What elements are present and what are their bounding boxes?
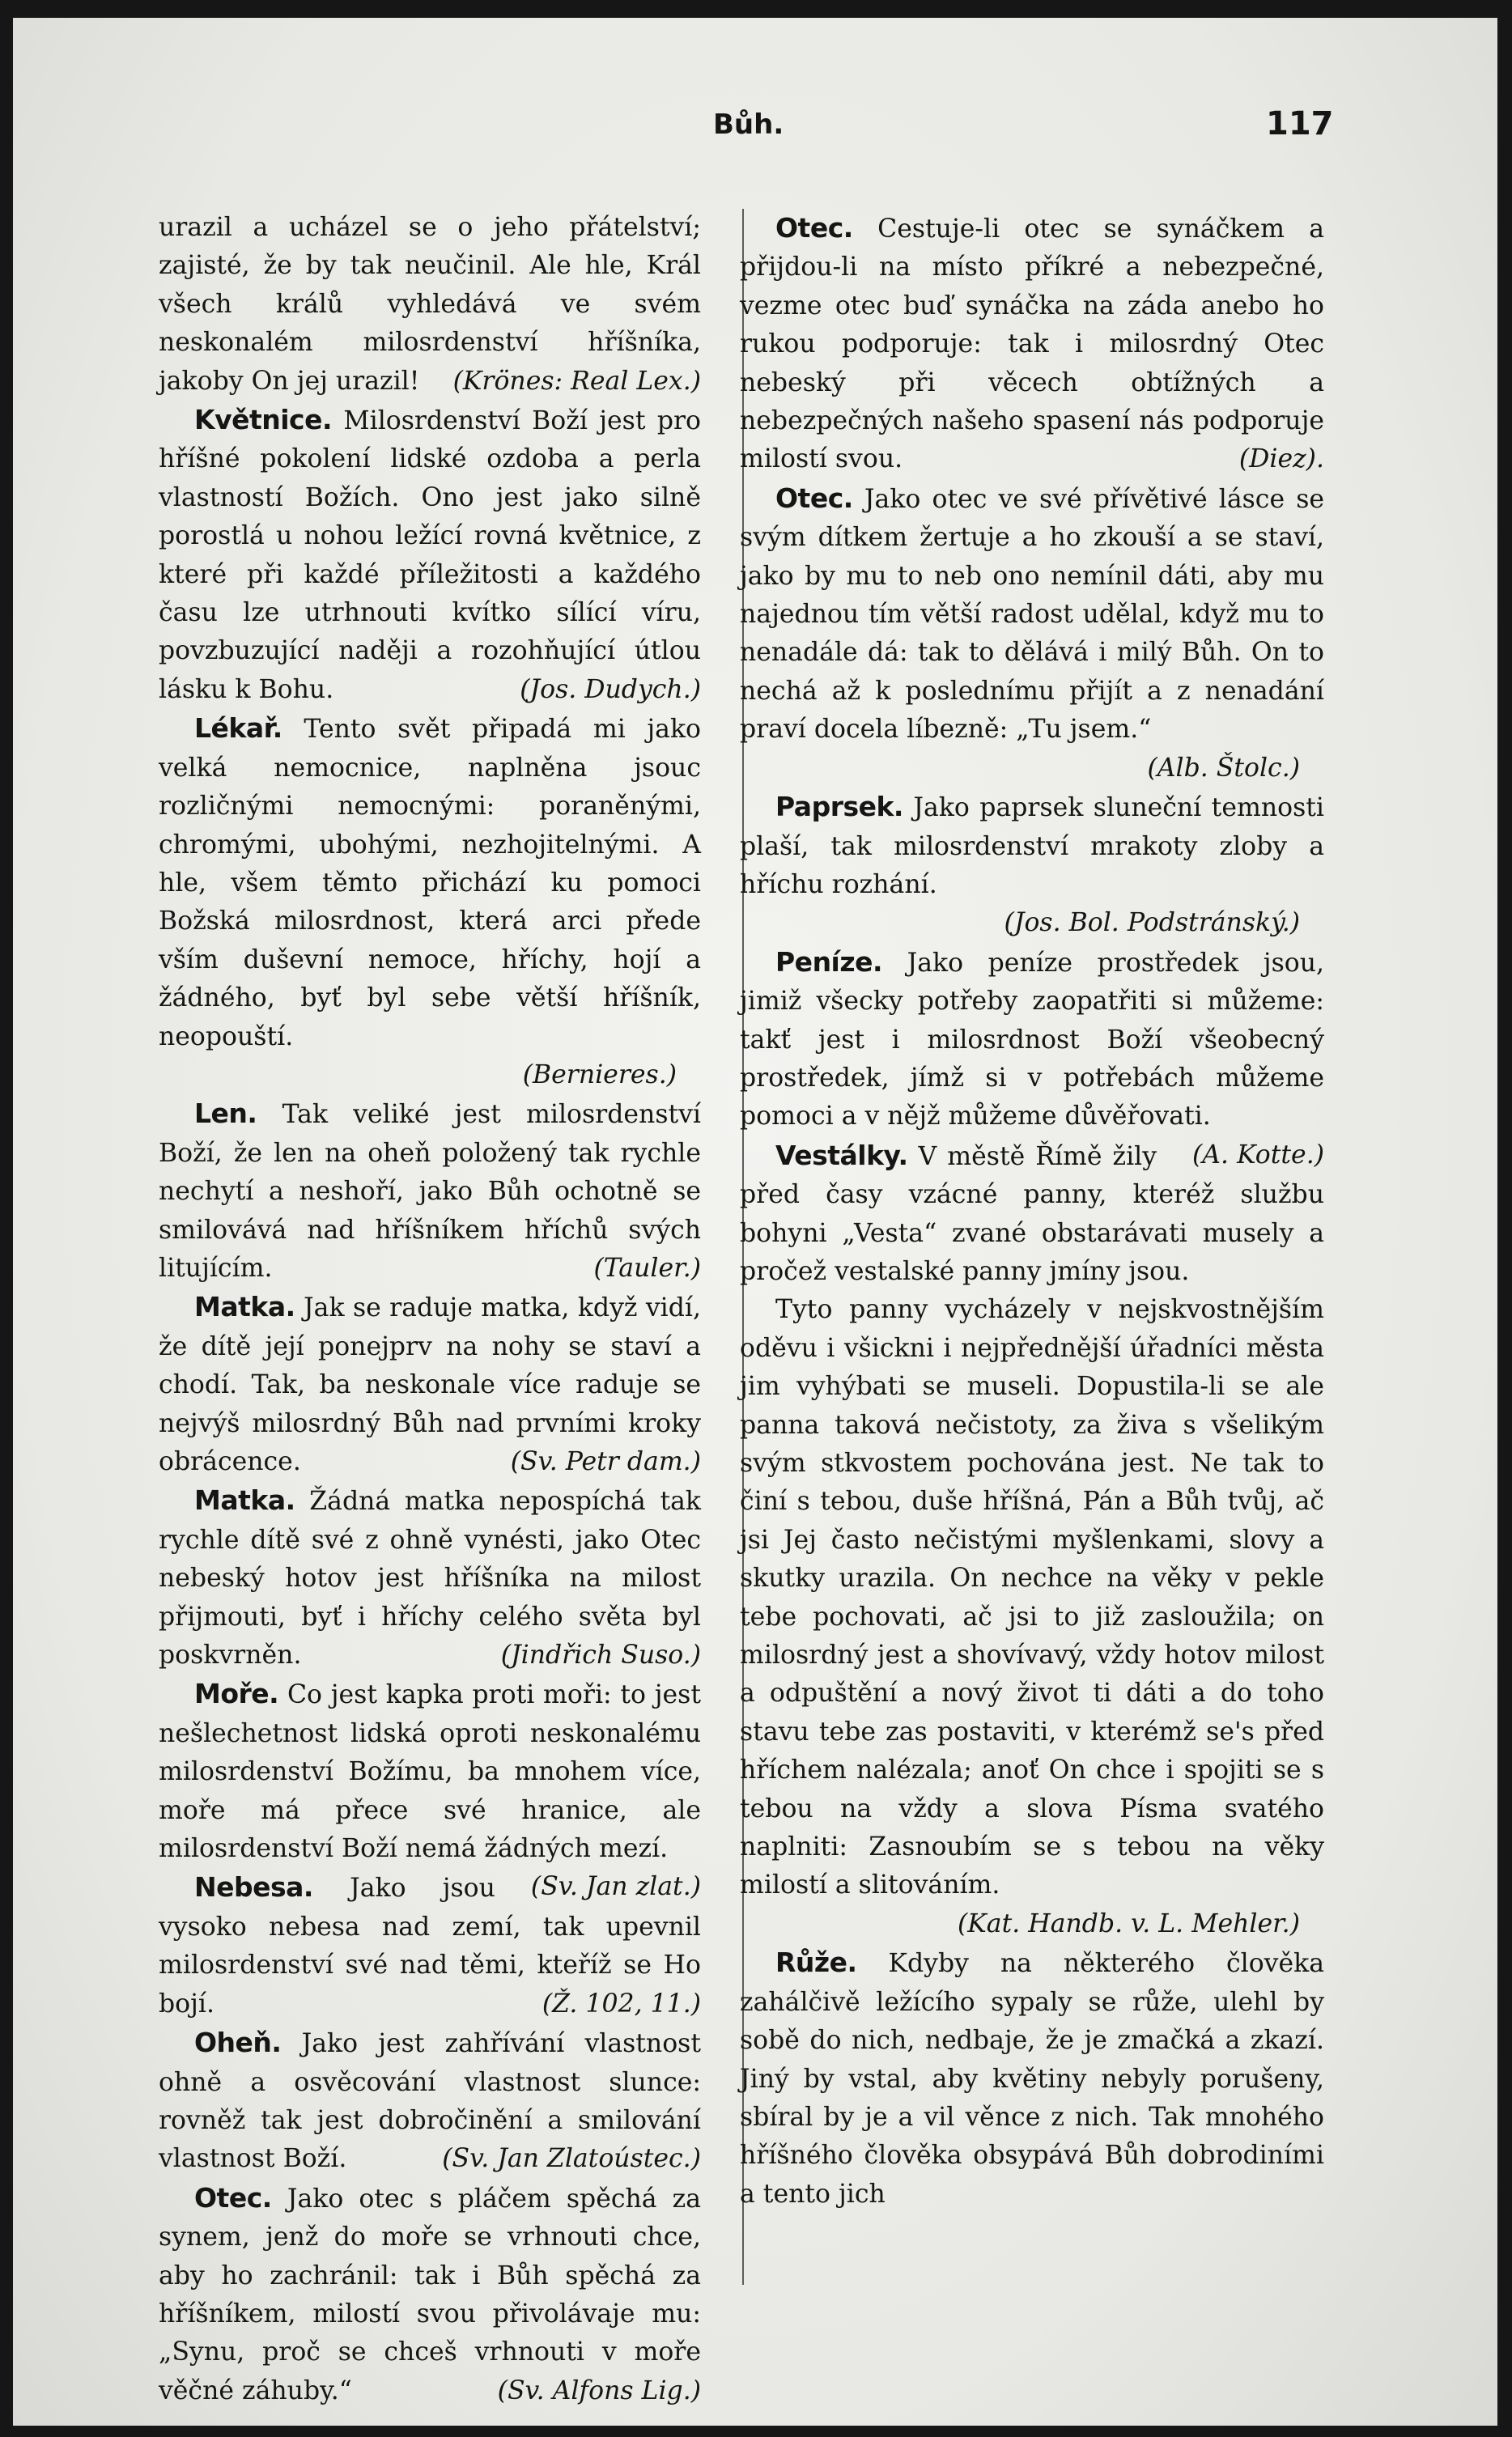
entry-paragraph	[159, 209, 701, 401]
entry-source: (Diez).	[1238, 444, 1324, 474]
right-column	[740, 209, 1324, 2214]
entry-text: V městě Římě žily před časy vzácné panny, kteréž službu bohyni „Vesta“ zvané obstarávati musely a pročež vestalské panny jmíny jsou.	[740, 1141, 1324, 1286]
entry-term: Len.	[194, 1097, 257, 1130]
page-number: 117	[1266, 105, 1334, 142]
entry-term: Lékař.	[194, 712, 282, 745]
entry-term: Vestálky.	[775, 1139, 908, 1171]
entry-source: (Sv. Petr dam.)	[510, 1447, 701, 1476]
entry-text: urazil a ucházel se o jeho přátelství; zajisté, že by tak neučinil. Ale hle, Král všech králů vyhledává ve svém neskonalém milosrdenství hříšníka, jakoby On jej urazil!	[159, 213, 701, 396]
book-page	[13, 18, 1497, 2426]
entry-text: Jako jest zahřívání vlastnost ohně a osvěcování vlastnost slunce: rovněž tak jest dobročinění a smilování vlastnost Boží.	[159, 2029, 701, 2174]
entry-term: Matka.	[194, 1484, 295, 1517]
entry-source: (Tauler.)	[593, 1253, 701, 1283]
entry-term: Nebesa.	[194, 1871, 313, 1904]
entry-source: (Kat. Handb. v. L. Mehler.)	[957, 1908, 1300, 1938]
entry-paragraph	[740, 479, 1324, 749]
entry-term: Moře.	[194, 1678, 279, 1710]
entry-text: Žádná matka nepospíchá tak rychle dítě své z ohně vynésti, jako Otec nebeský hotov jest hříšníka na milost přijmouti, byť i hříchy celého světa byl poskvrněn.	[159, 1487, 702, 1671]
entry-paragraph	[159, 2179, 701, 2410]
entry-paragraph	[740, 788, 1324, 904]
entry-source: (Krönes: Real Lex.)	[452, 366, 701, 396]
entry-text: Co jest kapka proti moři: to jest nešlechetnost lidská oproti neskonalému milosrdenství Božímu, ba mnohem více, moře má přece své hranice, ale milosrdenství Boží nemá žádných mezí.	[159, 1680, 701, 1864]
entry-term: Květnice.	[194, 404, 333, 436]
entry-paragraph	[159, 709, 701, 1056]
entry-text: Cestuje-li otec se synáčkem a přijdou-li na místo příkré a nebezpečné, vezme otec buď synáčka na záda anebo ho rukou podporuje: tak i milosrdný Otec nebeský při věcech obtížných a nebezpečných našeho spasení nás podporuje milostí svou.	[740, 214, 1325, 474]
entry-paragraph	[159, 1481, 701, 1675]
entry-source: (Sv. Jan Zlatoústec.)	[442, 2144, 701, 2174]
entry-text: Jako otec ve své přívětivé lásce se svým dítkem žertuje a ho zkouší a se staví, jako by mu to neb ono nemínil dáti, aby mu najednou tím větší radost udělal, když mu to nenadále dá: tak to dělává i milý Bůh. On to nechá až k poslednímu přijít a z nenadání praví docela líbezně: „Tu jsem.“	[740, 484, 1324, 745]
entry-text: Jako peníze prostředek jsou, jimiž všecky potřeby zaopatřiti si můžeme: takť jest i milosrdnost Boží všeobecný prostředek, jímž si v potřebách můžeme pomoci a v nějž můžeme důvěřovati.	[740, 948, 1324, 1131]
entry-text: Tento svět připadá mi jako velká nemocnice, naplněna jsouc rozličnými nemocnými: poraněnými, chromými, ubohými, nezhojitelnými. A hle, všem těmto přichází ku pomoci Božská milosrdnost, která arci přede vším duševní nemoce, hříchy, hojí a žádného, byť byl sebe větší hříšník, neopouští.	[159, 715, 701, 1051]
entry-paragraph	[159, 1288, 701, 1481]
entry-paragraph	[159, 2023, 701, 2179]
entry-paragraph	[159, 401, 701, 709]
entry-text: Tak veliké jest milosrdenství Boží, že len na oheň položený tak rychle nechytí a neshoří, jako Bůh ochotně se smilovává nad hříšníkem hříchů svých litujícím.	[159, 1100, 702, 1283]
entry-source: (Alb. Štolc.)	[1147, 753, 1300, 783]
entry-term: Paprsek.	[775, 791, 903, 823]
left-column	[159, 209, 701, 2410]
entry-text: Jako paprsek sluneční temnosti plaší, tak milosrdenství mrakoty zloby a hříchu rozhání.	[740, 793, 1325, 899]
entry-paragraph	[740, 209, 1324, 479]
entry-text: Jako jsou vysoko nebesa nad zemí, tak upevnil milosrdenství své nad těmi, kteříž se Ho bojí.	[159, 1874, 701, 2019]
entry-paragraph	[740, 1291, 1324, 1905]
entry-source: (A. Kotte.)	[1192, 1140, 1324, 1170]
entry-source: (Sv. Alfons Lig.)	[497, 2375, 701, 2405]
entry-paragraph	[740, 1943, 1324, 2214]
entry-text: Jak se raduje matka, když vidí, že dítě její ponejprv na nohy se staví a chodí. Tak, ba neskonale více raduje se nejvýš milosrdný Bůh nad prvními kroky obrácence.	[159, 1293, 701, 1476]
entry-text: Milosrdenství Boží jest pro hříšné pokolení lidské ozdoba a perla vlastností Božích. Ono jest jako silně porostlá u nohou ležící rovná květnice, z které při každé příležitosti a každého času lze utrhnouti kvítko sílící víru, povzbuzující naději a rozohňující útlou lásku k Bohu.	[159, 406, 702, 704]
entry-paragraph	[159, 1094, 701, 1288]
entry-text: Jako otec s pláčem spěchá za synem, jenž do moře se vrhnouti chce, aby ho zachránil: tak i Bůh spěchá za hříšníkem, milostí svou přivolávaje mu: „Synu, proč se chceš vrhnouti v moře věčné záhuby.“	[159, 2184, 702, 2405]
entry-term: Peníze.	[775, 945, 882, 978]
entry-source: (Sv. Jan zlat.)	[530, 1872, 701, 1902]
entry-source: (Ž. 102, 11.)	[542, 1989, 701, 2019]
entry-term: Otec.	[775, 482, 853, 514]
entry-source: (Bernieres.)	[522, 1059, 677, 1089]
entry-term: Oheň.	[194, 2027, 282, 2059]
entry-source: (Jos. Bol. Podstránský.)	[1004, 908, 1300, 938]
entry-term: Otec.	[194, 2181, 272, 2214]
entry-source: (Jindřich Suso.)	[500, 1641, 701, 1671]
entry-text: Kdyby na některého člověka zahálčivě ležícího sypaly se růže, ulehl by sobě do nich, nedbaje, že je zmačká a zkazí. Jiný by vstal, aby květiny nebyly porušeny, sbíral by je a vil věnce z nich. Tak mnohého hříšného člověka obsypává Bůh dobrodiními a tento jich	[740, 1949, 1324, 2209]
entry-term: Otec.	[775, 212, 853, 244]
running-header: Bůh.	[713, 108, 784, 141]
entry-source: (Jos. Dudych.)	[520, 674, 701, 704]
entry-term: Růže.	[775, 1947, 857, 1979]
entry-term: Matka.	[194, 1291, 295, 1323]
entry-text: Tyto panny vycházely v nejskvostnějším oděvu i všickni i nejpřednější úřadníci města jim vyhýbati se museli. Dopustila-li se ale panna taková nečistoty, za živa s všelikým svým stkvostem pochována jest. Ne tak to činí s tebou, duše hříšná, Pán a Bůh tvůj, ač jsi Jej často nečistými myšlenkami, slovy a skutky urazila. On nechce na věky v pekle tebe pochovati, ač jsi to již zasloužila; on milosrdný jest a shovívavý, vždy hotov milost a odpuštění a nový život ti dáti a do toho stavu tebe zas postaviti, v kterémž se's před hříchem nalézala; anoť On chce i spojiti se s tebou na vždy a slova Písma svatého naplniti: Zasnoubím se s tebou na věky milostí a slitováním.	[740, 1295, 1324, 1900]
